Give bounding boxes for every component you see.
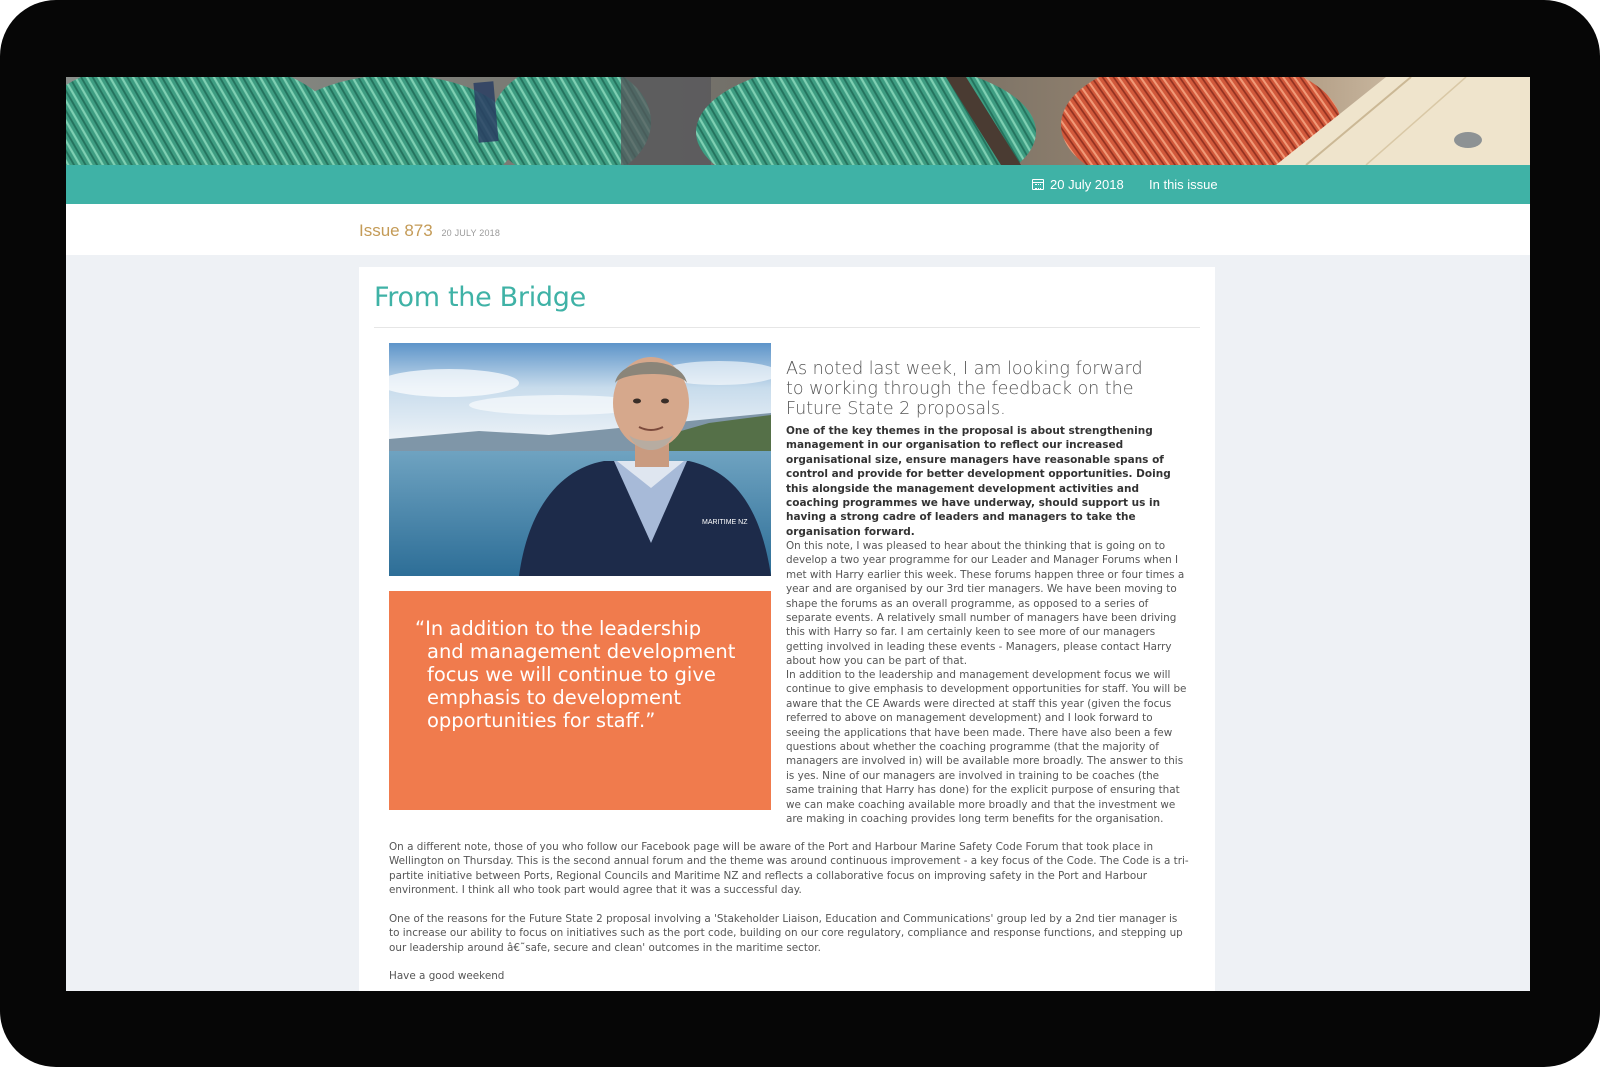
pull-quote (389, 591, 771, 810)
article-paragraph-1: On this note, I was pleased to hear about the thinking that is going on to develop a two year programme for our Leader and Manager Forums when I met with Harry earlier this week. These forums happen three or four times a year and are organised by our 3rd tier managers. We have been moving to shape the forums as an overall programme, as opposed to a series of separate events. A relatively small number of managers have been driving this with Harry so far. I am certainly keen to see more of our managers getting involved in leading these events - Managers, please contact Harry about how you can be part of that. (786, 540, 1185, 668)
author-photo (389, 343, 771, 576)
nav-date[interactable] (1032, 177, 1124, 192)
article-card (359, 267, 1215, 991)
issue-title-wrap (359, 221, 500, 241)
issue-date: 20 JULY 2018 (441, 228, 501, 238)
article-lead: As noted last week, I am looking forward to working through the feedback on the Future State 2 proposals. (786, 359, 1143, 419)
nav-date-label: 20 July 2018 (1050, 177, 1124, 192)
calendar-icon (1032, 179, 1044, 190)
article-title: From the Bridge (374, 282, 586, 313)
browser-viewport (66, 77, 1530, 991)
title-divider (374, 327, 1200, 328)
article-paragraph-2: In addition to the leadership and management development focus we will continue to give emphasis to development opportunities for staff. You will be aware that the CE Awards were directed at staff this year (given the focus referred to above on management development) and I look forward to seeing the applications that have been made. There have also been a few questions about whether the coaching programme (that the majority of managers are involved in) will be available more broadly. The answer to this is yes. Nine of our managers are involved in training to be coaches (the same training that Harry has done) for the explicit purpose of ensuring that we can make coaching available more broadly and that the investment we are making in coaching provides long term benefits for the organisation. (786, 669, 1187, 826)
article-paragraph-3: On a different note, those of you who follow our Facebook page will be aware of the Port and Harbour Marine Safety Code Forum that took place in Wellington on Thursday. This is the second annual forum and the theme was around continuous improvement - a key focus of the Code. The Code is a tri-partite initiative between Ports, Regional Councils and Maritime NZ and reflects a collaborative focus on improving safety in the Port and Harbour environment. I think all who took part would agree that it was a successful day. (389, 841, 1189, 897)
top-nav-bar (66, 165, 1530, 204)
pull-quote-text: “In addition to the leadership and management development focus we will continue to give emphasis to development opportunities for staff.” (415, 617, 736, 732)
photo-logo-text: MARITIME NZ (702, 519, 748, 526)
issue-header (66, 204, 1530, 255)
article-paragraph-5: Have a good weekend (389, 970, 505, 982)
in-this-issue-link[interactable]: In this issue (1149, 177, 1218, 192)
hero-banner (66, 77, 1530, 165)
article-bold-paragraph: One of the key themes in the proposal is about strengthening management in our organisation to reflect our increased organisational size, ensure managers have reasonable spans of control and provide for better development opportunities. Doing this alongside the management development activities and coaching programmes we have underway, should support us in having a strong cadre of leaders and managers to take the organisation forward. (786, 425, 1171, 538)
issue-number: Issue 873 (359, 221, 433, 240)
article-paragraph-4: One of the reasons for the Future State 2 proposal involving a 'Stakeholder Liaison, Education and Communications' group led by a 2nd tier manager is to increase our ability to focus on initiatives such as the port code, building on our core regulatory, compliance and response functions, and stepping up our leadership around â€˜safe, secure and clean' outcomes in the maritime sector. (389, 913, 1183, 954)
